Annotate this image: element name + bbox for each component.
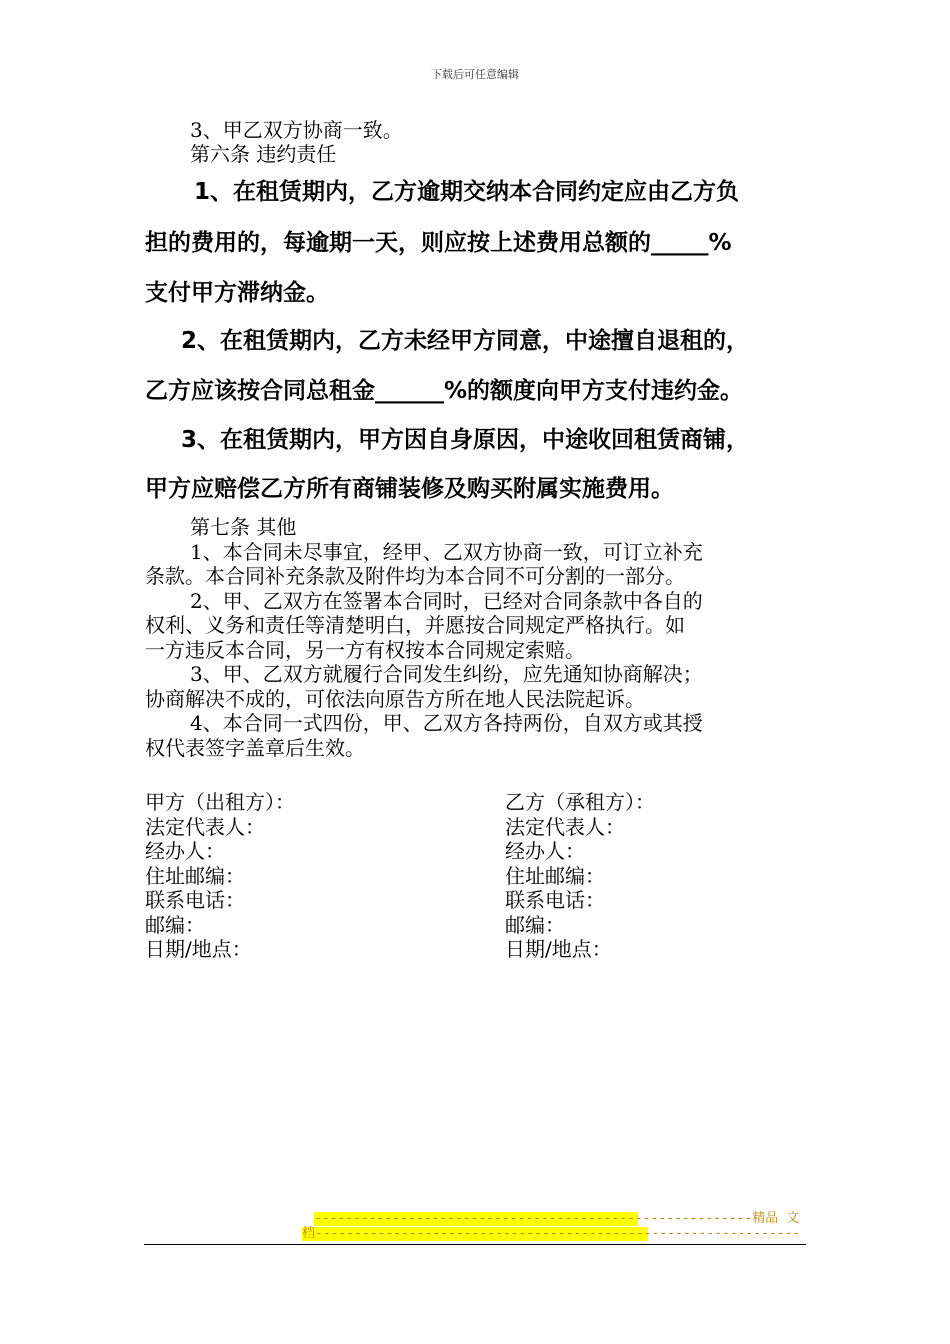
party-a-postcode: 邮编： — [145, 913, 205, 937]
party-b-date-place: 日期/地点： — [505, 937, 612, 961]
party-b-postcode: 邮编： — [505, 913, 565, 937]
party-b-phone: 联系电话： — [505, 888, 605, 912]
article-6-clause-2-line-2: 乙方应该按合同总租金______%的额度向甲方支付违约金。 — [145, 378, 744, 404]
party-a-phone: 联系电话： — [145, 888, 245, 912]
article-7-item-4-line-2: 权代表签字盖章后生效。 — [145, 736, 365, 760]
page-header: 下载后可任意编辑 — [431, 68, 519, 81]
article-6-clause-3-line-2: 甲方应赔偿乙方所有商铺装修及购买附属实施费用。 — [145, 476, 674, 502]
article-7-item-2-line-2: 权利、义务和责任等清楚明白，并愿按合同规定严格执行。如 — [145, 613, 685, 637]
article-6-title: 第六条 违约责任 — [190, 142, 337, 166]
party-b-representative: 法定代表人： — [505, 815, 625, 839]
article-6-clause-2-line-1: 2、在租赁期内，乙方未经甲方同意，中途擅自退租的， — [181, 328, 750, 354]
party-a-date-place: 日期/地点： — [145, 937, 252, 961]
party-b-agent: 经办人： — [505, 839, 585, 863]
article-7-item-2-line-1: 2、甲、乙双方在签署本合同时，已经对合同条款中各自的 — [190, 589, 703, 613]
article-6-clause-1-line-2: 担的费用的，每逾期一天，则应按上述费用总额的_____% — [145, 230, 732, 256]
prev-item-3: 3、甲乙双方协商一致。 — [190, 118, 403, 142]
article-7-item-4-line-1: 4、本合同一式四份，甲、乙双方各持两份，自双方或其授 — [190, 711, 703, 735]
article-6-clause-1-line-3: 支付甲方滞纳金。 — [145, 280, 329, 306]
article-7-item-3-line-1: 3、甲、乙双方就履行合同发生纠纷，应先通知协商解决； — [190, 662, 703, 686]
article-7-item-2-line-3: 一方违反本合同，另一方有权按本合同规定索赔。 — [145, 638, 585, 662]
party-a-address: 住址邮编： — [145, 864, 245, 888]
party-b-title: 乙方（承租方）： — [505, 790, 655, 814]
article-7-item-1-line-1: 1、本合同未尽事宜，经甲、乙双方协商一致，可订立补充 — [190, 540, 703, 564]
article-7-title: 第七条 其他 — [190, 515, 297, 539]
article-7-item-1-line-2: 条款。本合同补充条款及附件均为本合同不可分割的一部分。 — [145, 564, 685, 588]
party-a-title: 甲方（出租方）： — [145, 790, 295, 814]
article-6-clause-3-line-1: 3、在租赁期内，甲方因自身原因，中途收回租赁商铺， — [181, 427, 750, 453]
article-6-clause-1-line-1: 1、在租赁期内，乙方逾期交纳本合同约定应由乙方负 — [194, 179, 740, 205]
article-7-item-3-line-2: 协商解决不成的，可依法向原告方所在地人民法院起诉。 — [145, 687, 645, 711]
footer-line-1: --------------------------------------------------------精品 文 — [314, 1211, 800, 1226]
party-a-representative: 法定代表人： — [145, 815, 265, 839]
party-b-address: 住址邮编： — [505, 864, 605, 888]
party-a-agent: 经办人： — [145, 839, 225, 863]
footer-line-2: 档-------------------------------------------------------------- — [302, 1226, 801, 1241]
footer-divider — [144, 1244, 806, 1245]
